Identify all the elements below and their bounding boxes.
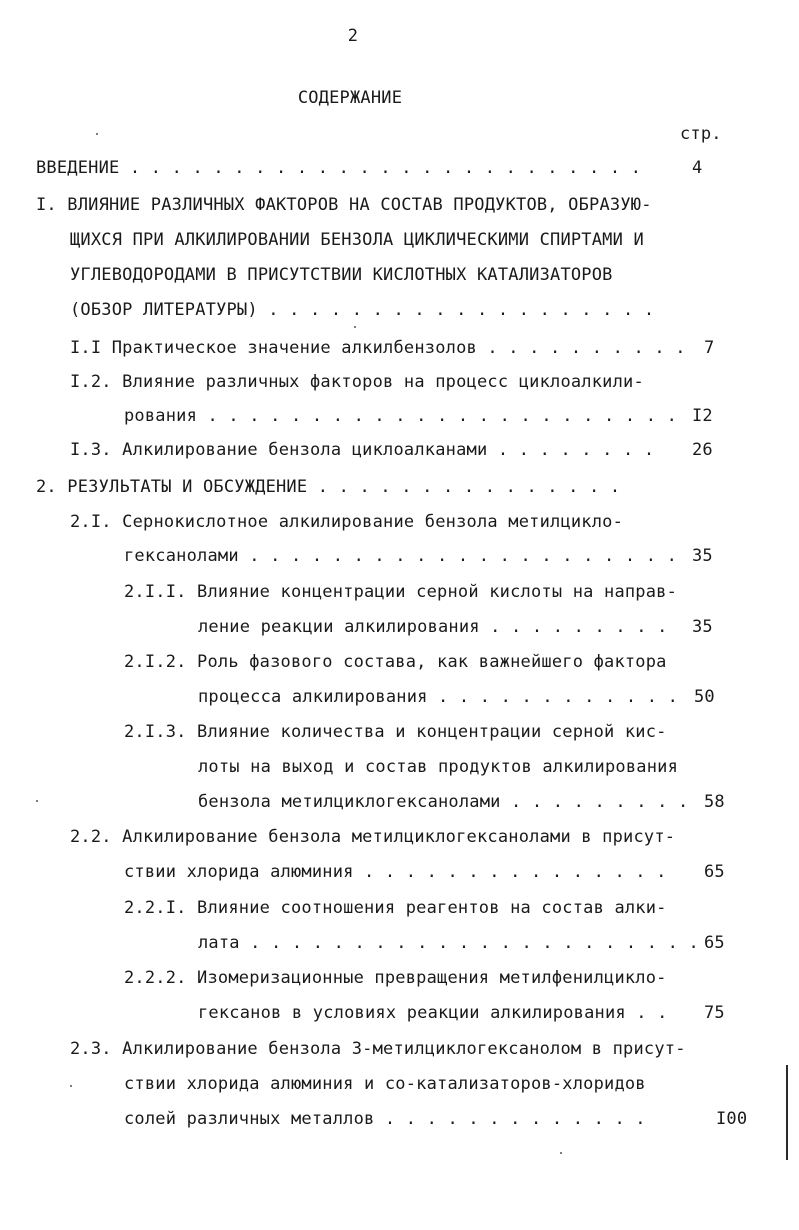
toc-page-ref: 7 (704, 338, 715, 358)
toc-line: 2.I.I. Влияние концентрации серной кислоты на направ- (124, 582, 678, 602)
toc-line: лоты на выход и состав продуктов алкилирования (198, 757, 679, 777)
toc-line: I.3. Алкилирование бензола циклоалканами . . . . . . . . (70, 440, 655, 460)
toc-line: 2.2.2. Изомеризационные превращения метилфенилцикло- (124, 968, 667, 988)
scan-speck (36, 800, 38, 802)
toc-line: 2. РЕЗУЛЬТАТЫ И ОБСУЖДЕНИЕ . . . . . . . . . . . . . . . (36, 477, 621, 497)
toc-line: 2.I. Сернокислотное алкилирование бензола метилцикло- (70, 512, 624, 532)
toc-line: солей различных металлов . . . . . . . . . . . . . (124, 1109, 646, 1129)
toc-line: ВВЕДЕНИЕ . . . . . . . . . . . . . . . . . . . . . . . . . (36, 158, 642, 178)
toc-page-ref: 26 (692, 440, 713, 460)
page-column-label: стр. (680, 124, 722, 144)
toc-page-ref: 35 (692, 617, 713, 637)
toc-line: ление реакции алкилирования . . . . . . . . . (198, 617, 668, 637)
toc-page-ref: 35 (692, 546, 713, 566)
toc-page-ref: 75 (704, 1003, 725, 1023)
toc-line: процесса алкилирования . . . . . . . . . . . . (198, 687, 679, 707)
toc-page-ref: 50 (694, 687, 715, 707)
page-title: СОДЕРЖАНИЕ (297, 88, 403, 108)
toc-line: гексанолами . . . . . . . . . . . . . . . . . . . . . (124, 546, 678, 566)
toc-line: рования . . . . . . . . . . . . . . . . . . . . . . . (124, 406, 678, 426)
scan-speck (354, 326, 356, 328)
toc-line: ЩИХСЯ ПРИ АЛКИЛИРОВАНИИ БЕНЗОЛА ЦИКЛИЧЕСКИМИ СПИРТАМИ И (70, 230, 644, 250)
toc-line: ствии хлорида алюминия и со-катализаторов-хлоридов (124, 1074, 646, 1094)
toc-line: I. ВЛИЯНИЕ РАЗЛИЧНЫХ ФАКТОРОВ НА СОСТАВ ПРОДУКТОВ, ОБРАЗУЮ- (36, 195, 652, 215)
scan-speck (560, 1152, 562, 1154)
toc-page-ref: I2 (692, 406, 713, 426)
toc-line: 2.3. Алкилирование бензола 3-метилциклогексанолом в присут- (70, 1039, 686, 1059)
toc-line: УГЛЕВОДОРОДАМИ В ПРИСУТСТВИИ КИСЛОТНЫХ КАТАЛИЗАТОРОВ (70, 265, 613, 285)
toc-line: (ОБЗОР ЛИТЕРАТУРЫ) . . . . . . . . . . . . . . . . . . . (70, 300, 655, 320)
scan-speck (96, 133, 98, 135)
page-number: 2 (347, 26, 359, 46)
toc-line: гексанов в условиях реакции алкилирования . . (198, 1003, 668, 1023)
scan-edge-line (786, 1065, 788, 1160)
toc-line: лата . . . . . . . . . . . . . . . . . . . . . . (198, 933, 699, 953)
toc-line: 2.2.I. Влияние соотношения реагентов на состав алки- (124, 898, 667, 918)
toc-line: 2.I.2. Роль фазового состава, как важнейшего фактора (124, 652, 667, 672)
scan-speck (70, 1085, 72, 1087)
toc-line: I.2. Влияние различных факторов на процесс циклоалкили- (70, 372, 644, 392)
toc-page-ref: 65 (704, 862, 725, 882)
toc-page-ref: 58 (704, 792, 725, 812)
toc-page-ref: 65 (704, 933, 725, 953)
toc-line: бензола метилциклогексанолами . . . . . . . . . (198, 792, 689, 812)
toc-line: I.I Практическое значение алкилбензолов . . . . . . . . . . (70, 338, 686, 358)
toc-line: 2.I.3. Влияние количества и концентрации серной кис- (124, 722, 667, 742)
toc-page-ref: 4 (692, 158, 703, 178)
toc-line: ствии хлорида алюминия . . . . . . . . . . . . . . . (124, 862, 667, 882)
toc-line: 2.2. Алкилирование бензола метилциклогексанолами в присут- (70, 827, 676, 847)
toc-page-ref: I00 (716, 1109, 748, 1129)
